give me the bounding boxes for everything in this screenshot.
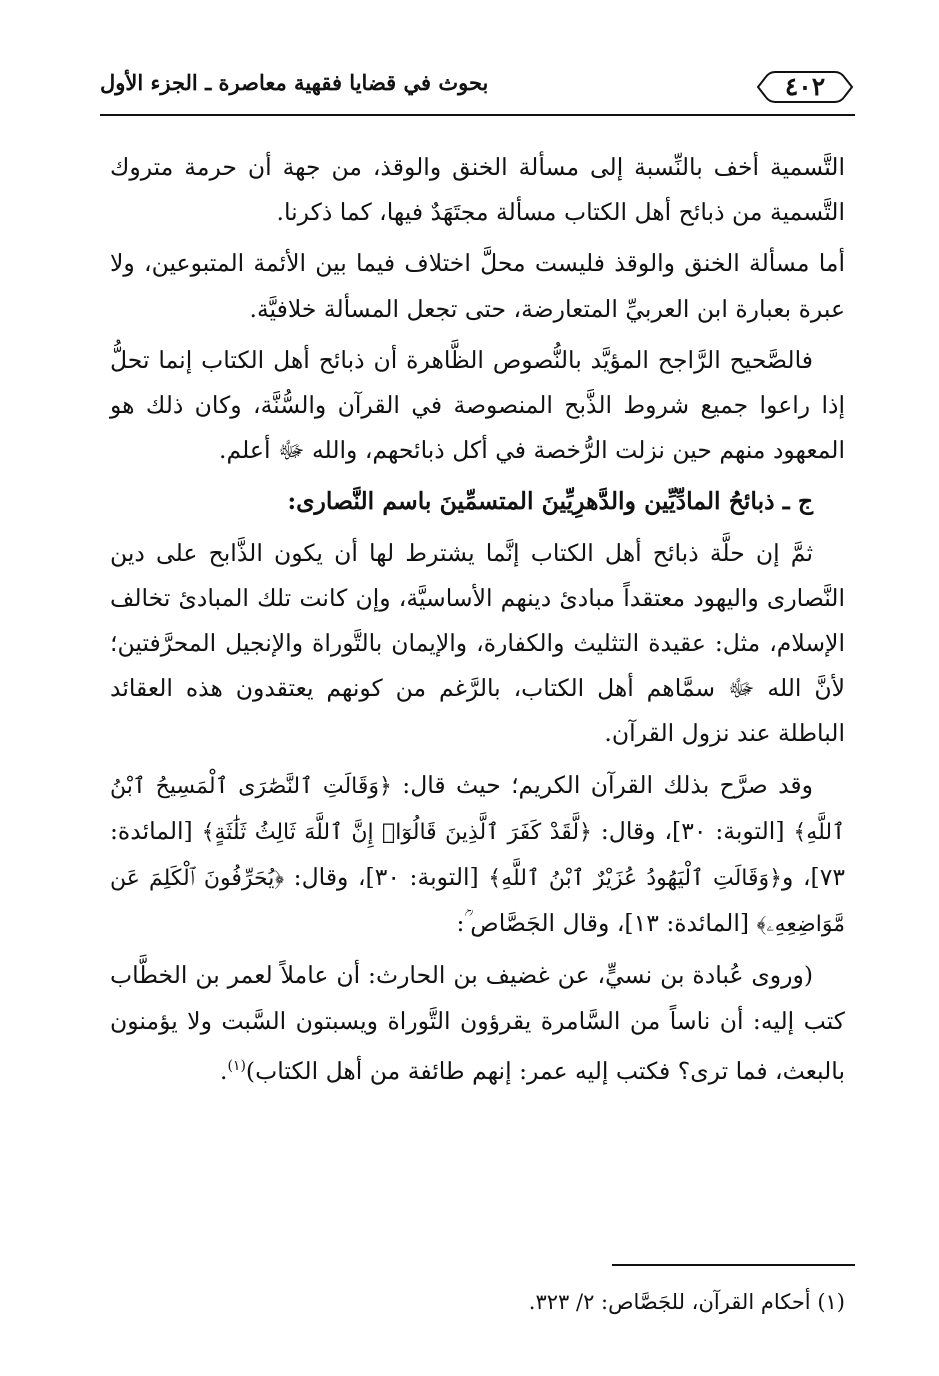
narration-paragraph xyxy=(110,953,845,1093)
footnote-marker: (١) xyxy=(227,1057,246,1074)
narration-end: . xyxy=(219,1056,228,1085)
quran-verse: ﴿لَّقَدْ كَفَرَ ٱلَّذِينَ قَالُوٓا۟ إِنَّ ٱللَّهَ ثَالِثُ ثَلَٰثَةٍ﴾ xyxy=(201,819,592,845)
paragraph: فالصَّحيح الرَّاجح المؤيَّد بالنُّصوص الظَّاهرة أن ذبائح أهل الكتاب إنما تحلُّ إذا راعوا جميع شروط الذَّبح المنصوصة في القرآن والسُّنَّة، وكان ذلك هو المعهود منهم حين نزلت الرُّخصة في أكل ذبائحهم، والله ﷻ أعلم. xyxy=(110,345,845,465)
page-number xyxy=(755,68,855,106)
page-header xyxy=(100,66,855,114)
paragraph: أما مسألة الخنق والوقذ فليست محلَّ اختلاف فيما بين الأئمة المتبوعين، ولا عبرة بعبارة ابن العربيِّ المتعارضة، حتى تجعل المسألة خلافيَّة. xyxy=(110,249,845,323)
narration-text: (وروى عُبادة بن نسيٍّ، عن غضيف بن الحارث: أن عاملاً لعمر بن الخطَّاب كتب إليه: أن ناساً من السَّامرة يقرؤون التَّوراة ويسبتون السَّبت ولا يؤمنون بالبعث، فما ترى؟ فكتب إليه عمر: إنهم طائفة من أهل الكتاب) xyxy=(110,961,845,1085)
verse-reference: [التوبة: ٣٠]، وقال: xyxy=(293,863,479,892)
verse-reference: [المائدة: ١٣]، وقال الجَصَّاص ؒ: xyxy=(456,909,750,938)
quran-verse: ﴿يُحَرِّفُونَ ٱلْكَلِمَ عَن مَّوَاضِعِهِۦ﴾ xyxy=(110,866,845,938)
quran-paragraph xyxy=(110,763,845,948)
running-title: بحوث في قضايا فقهية معاصرة ـ الجزء الأول xyxy=(100,70,489,95)
page-number-text: ٤٠٢ xyxy=(784,72,826,101)
quran-intro: وقد صرَّح بذلك القرآن الكريم؛ حيث قال: xyxy=(402,770,813,799)
verse-reference: [التوبة: ٣٠]، وقال: xyxy=(600,816,785,845)
header-divider xyxy=(100,114,855,116)
section-heading: ج ـ ذبائحُ المادِّيِّين والدَّهرِيِّينَ المتسمِّينَ باسم النَّصارى: xyxy=(287,487,813,516)
footnote: (١) أحكام القرآن، للجَصَّاص: ٢/ ٣٢٣. xyxy=(528,1290,845,1314)
page-body xyxy=(110,145,845,1100)
paragraph: ثمَّ إن حلَّة ذبائح أهل الكتاب إنَّما يشترط لها أن يكون الذَّابح على دين النَّصارى واليهود معتقداً مبادئ دينهم الأساسيَّة، وإن كانت تلك المبادئ تخالف الإسلام، مثل: عقيدة التثليث والكفارة، والإيمان بالتَّوراة والإنجيل المحرَّفتين؛ لأنَّ الله ﷻ سمَّاهم أهل الكتاب، بالرَّغم من كونهم يعتقدون هذه العقائد الباطلة عند نزول القرآن. xyxy=(110,538,845,748)
verse-reference: [المائدة: ٧٣]، و xyxy=(110,816,845,892)
footnote-divider xyxy=(612,1264,855,1266)
quran-verse: ﴿وَقَالَتِ ٱلْيَهُودُ عُزَيْرٌ ٱبْنُ ٱللَّهِ﴾ xyxy=(488,866,783,892)
quran-verse: ﴿وَقَالَتِ ٱلنَّصَٰرَى ٱلْمَسِيحُ ٱبْنُ ٱللَّهِ﴾ xyxy=(110,773,845,845)
paragraph: التَّسمية أخف بالنِّسبة إلى مسألة الخنق والوقذ، من جهة أن حرمة متروك التَّسمية من ذبائح أهل الكتاب مسألة مجتَهَدٌ فيها، كما ذكرنا. xyxy=(110,153,845,227)
